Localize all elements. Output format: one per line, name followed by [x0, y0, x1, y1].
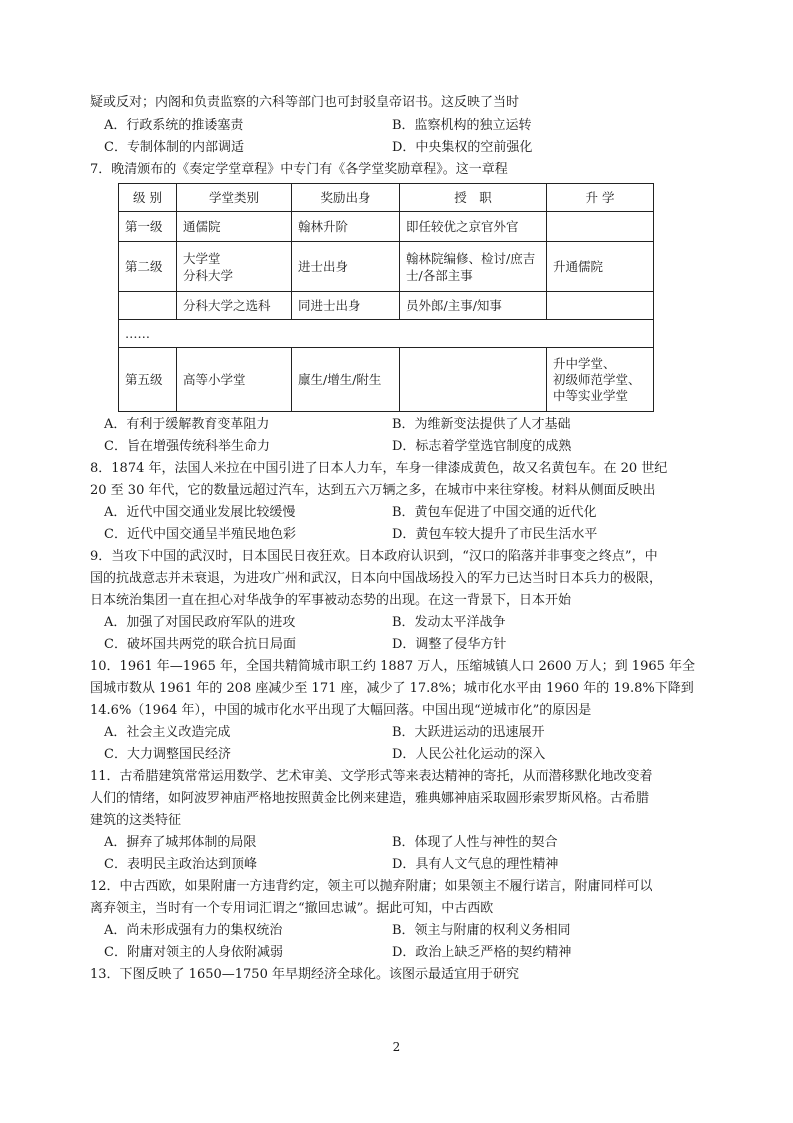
table-cell: 翰林升阶 — [292, 212, 400, 242]
q10-stem: 国城市数从 1961 年的 208 座减少至 171 座，减少了 17.8%；城市化水平由 1960 年的 19.8%下降到 — [90, 681, 694, 696]
q8-option-b: B．黄包车促进了中国交通的近代化 — [392, 505, 597, 520]
table-row — [119, 212, 654, 242]
q7-option-a: A．有利于缓解教育变革阻力 — [104, 417, 270, 432]
table-cell: 第一级 — [119, 212, 177, 242]
q9-option-b: B．发动太平洋战争 — [392, 615, 506, 630]
q8-option-c: C．近代中国交通呈半殖民地色彩 — [104, 527, 296, 542]
page-number: 2 — [392, 1040, 401, 1054]
q10-stem: 10．1961 年—1965 年，全国共精简城市职工约 1887 万人，压缩城镇人口 2600 万人；到 1965 年全 — [90, 659, 696, 674]
q12-option-a: A．尚未形成强有力的集权统治 — [104, 923, 283, 938]
q9-option-d: D．调整了侵华方针 — [392, 637, 507, 652]
q12-stem: 离弃领主，当时有一个专用词汇谓之“撤回忠诚”。据此可知，中古西欧 — [90, 901, 494, 916]
table-cell: 通儒院 — [177, 212, 292, 242]
q8-stem: 8．1874 年，法国人米拉在中国引进了日本人力车，车身一律漆成黄色，故又名黄包车。在 20 世纪 — [90, 461, 668, 476]
q11-option-b: B．体现了人性与神性的契合 — [392, 835, 558, 850]
table-cell — [547, 292, 654, 320]
q10-stem: 14.6%（1964 年），中国的城市化水平出现了大幅回落。中国出现“逆城市化”的原因是 — [90, 703, 592, 718]
table-cell: 升通儒院 — [547, 242, 654, 292]
q9-stem: 9．当攻下中国的武汉时，日本国民日夜狂欢。日本政府认识到，“汉口的陷落并非事变之终点”，中 — [90, 549, 658, 564]
q12-stem: 12．中古西欧，如果附庸一方违背约定，领主可以抛弃附庸；如果领主不履行诺言，附庸同样可以 — [90, 879, 653, 894]
q12-option-b: B．领主与附庸的权利义务相同 — [392, 923, 571, 938]
q9-option-c: C．破坏国共两党的联合抗日局面 — [104, 637, 296, 652]
table-header-row — [119, 184, 654, 212]
table-cell — [547, 212, 654, 242]
q7-option-c: C．旨在增强传统科举生命力 — [104, 439, 270, 454]
q9-stem: 日本统治集团一直在担心对华战争的军事被动态势的出现。在这一背景下，日本开始 — [90, 593, 572, 608]
table-cell: 进士出身 — [292, 242, 400, 292]
table-cell: 翰林院编修、检讨/庶吉士/各部主事 — [400, 242, 547, 292]
q6-option-b: B．监察机构的独立运转 — [392, 118, 532, 133]
q9-stem: 国的抗战意志并未衰退，为进攻广州和武汉，日本向中国战场投入的军力已达当时日本兵力的极限， — [90, 571, 663, 586]
table-cell: 升中学堂、 初级师范学堂、 中等实业学堂 — [547, 348, 654, 412]
q11-stem: 11．古希腊建筑常常运用数学、艺术审美、文学形式等来表达精神的寄托，从而潜移默化地改变着 — [90, 769, 653, 784]
table-row — [119, 292, 654, 320]
q8-stem: 20 至 30 年代，它的数量远超过汽车，达到五六万辆之多，在城市中来往穿梭。材料从侧面反映出 — [90, 483, 656, 498]
q11-stem: 人们的情绪，如阿波罗神庙严格地按照黄金比例来建造，雅典娜神庙采取圆形索罗斯风格。古希腊 — [90, 791, 650, 806]
q12-option-c: C．附庸对领主的人身依附减弱 — [104, 945, 283, 960]
q8-option-d: D．黄包车较大提升了市民生活水平 — [392, 527, 598, 542]
q12-option-d: D．政治上缺乏严格的契约精神 — [392, 945, 572, 960]
table-cell: 分科大学之选科 — [177, 292, 292, 320]
table-header: 学堂类别 — [177, 184, 292, 212]
table-cell: 员外郎/主事/知事 — [400, 292, 547, 320]
q7-option-d: D．标志着学堂选官制度的成熟 — [392, 439, 572, 454]
q6-option-d: D．中央集权的空前强化 — [392, 140, 533, 155]
q8-option-a: A．近代中国交通业发展比较缓慢 — [104, 505, 296, 520]
table-header: 奖励出身 — [292, 184, 400, 212]
q10-option-b: B．大跃进运动的迅速展开 — [392, 725, 545, 740]
q7-stem: 7．晚清颁布的《奏定学堂章程》中专门有《各学堂奖励章程》。这一章程 — [90, 162, 508, 177]
q10-option-d: D．人民公社化运动的深入 — [392, 747, 546, 762]
q11-option-a: A．摒弃了城邦体制的局限 — [104, 835, 257, 850]
table-row — [119, 320, 654, 348]
table-cell: 第二级 — [119, 242, 177, 292]
table-header: 级 别 — [119, 184, 177, 212]
table-cell — [119, 292, 177, 320]
table-ellipsis: …… — [119, 320, 654, 348]
table-cell: 高等小学堂 — [177, 348, 292, 412]
table-cell: 廪生/增生/附生 — [292, 348, 400, 412]
table-cell: 大学堂 分科大学 — [177, 242, 292, 292]
q10-option-c: C．大力调整国民经济 — [104, 747, 231, 762]
q13-stem: 13．下图反映了 1650—1750 年早期经济全球化。该图示最适宜用于研究 — [90, 967, 519, 982]
q6-option-a: A．行政系统的推诿塞责 — [104, 118, 244, 133]
table-cell: 即任较优之京官外官 — [400, 212, 547, 242]
q11-option-d: D．具有人文气息的理性精神 — [392, 857, 559, 872]
award-table — [118, 183, 654, 412]
table-header: 升 学 — [547, 184, 654, 212]
q10-option-a: A．社会主义改造完成 — [104, 725, 231, 740]
q9-option-a: A．加强了对国民政府军队的进攻 — [104, 615, 296, 630]
q7-option-b: B．为维新变法提供了人才基础 — [392, 417, 571, 432]
q11-stem: 建筑的这类特征 — [90, 813, 182, 828]
table-header: 授 职 — [400, 184, 547, 212]
q6-option-c: C．专制体制的内部调适 — [104, 140, 244, 155]
q11-option-c: C．表明民主政治达到顶峰 — [104, 857, 257, 872]
table-row — [119, 348, 654, 412]
table-cell: 同进士出身 — [292, 292, 400, 320]
q6-stem-tail: 疑或反对；内阁和负责监察的六科等部门也可封驳皇帝诏书。这反映了当时 — [90, 95, 520, 110]
table-row — [119, 242, 654, 292]
table-cell — [400, 348, 547, 412]
table-cell: 第五级 — [119, 348, 177, 412]
